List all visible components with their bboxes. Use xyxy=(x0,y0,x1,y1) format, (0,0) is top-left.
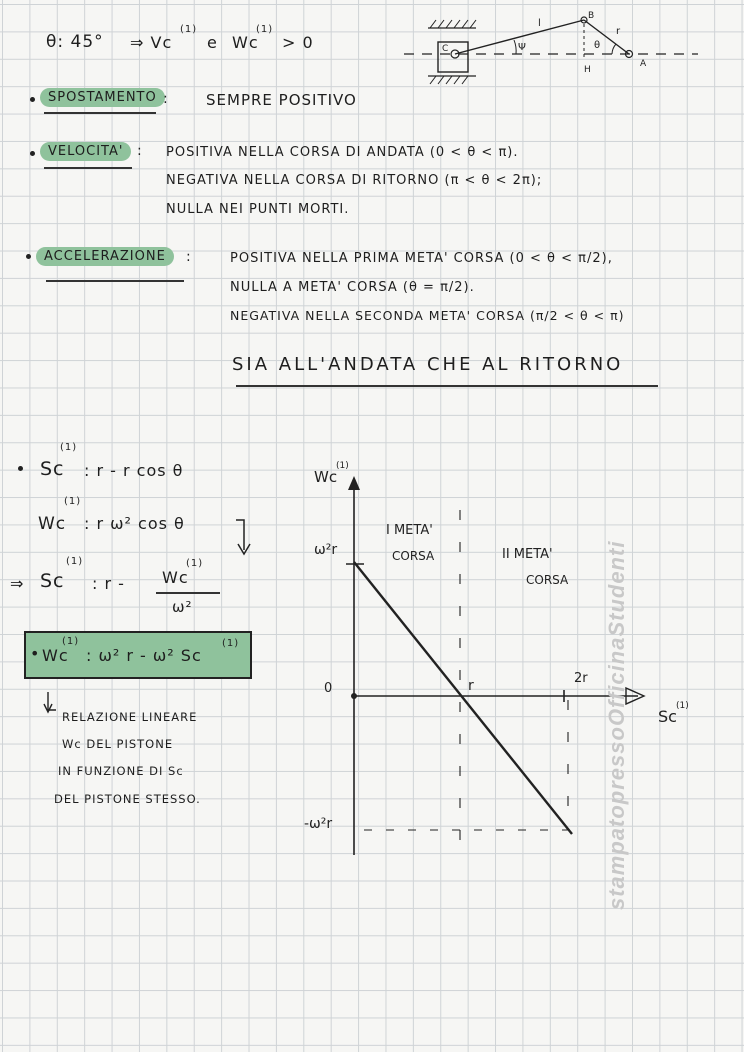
boxed-lhs-sup: (1) xyxy=(62,636,80,647)
region-1-title: I META' xyxy=(386,523,433,538)
y-axis-label: Wc xyxy=(314,468,338,486)
note-arrow-icon xyxy=(42,690,62,720)
origin-label: 0 xyxy=(324,681,333,696)
bullet xyxy=(26,254,31,259)
greater-zero: > 0 xyxy=(282,33,314,52)
accelerazione-colon: : xyxy=(186,249,192,265)
accelerazione-summary: SIA ALL'ANDATA CHE AL RITORNO xyxy=(232,354,624,375)
crank-mechanism-diagram xyxy=(398,6,708,86)
label-r: r xyxy=(616,26,621,37)
wc-superscript: (1) xyxy=(256,24,274,35)
accelerazione-label: ACCELERAZIONE xyxy=(36,247,174,266)
boxed-bullet: • xyxy=(30,644,41,663)
y-top-tick-label: ω²r xyxy=(314,542,338,558)
eq1-sup: (1) xyxy=(60,442,78,453)
eq2-rhs: : r ω² cos θ xyxy=(84,514,185,533)
eq3-sup: (1) xyxy=(66,556,84,567)
velocita-underline xyxy=(44,167,132,169)
velocita-line-3: NULLA NEI PUNTI MORTI. xyxy=(166,202,350,217)
x-end-tick-label: 2r xyxy=(574,671,588,686)
eq1-rhs: : r - r cos θ xyxy=(84,461,184,480)
eq3-prefix: ⇒ xyxy=(10,574,25,593)
accelerazione-line-3: NEGATIVA NELLA SECONDA META' CORSA (π/2 < θ < π) xyxy=(230,308,625,323)
boxed-lhs: Wc xyxy=(42,646,69,665)
accelerazione-line-2: NULLA A META' CORSA (θ = π/2). xyxy=(230,280,475,295)
y-axis-sup: (1) xyxy=(336,461,349,471)
label-h: H xyxy=(584,65,591,75)
velocita-label: VELOCITA' xyxy=(40,142,131,161)
implies-vc: ⇒ Vc xyxy=(130,33,173,52)
note-line-1: RELAZIONE LINEARE xyxy=(62,710,198,724)
bullet xyxy=(30,97,35,102)
summary-underline xyxy=(236,385,658,387)
velocita-colon: : xyxy=(137,143,143,159)
wc-text: Wc xyxy=(232,33,259,52)
and-text: e xyxy=(207,33,218,52)
note-line-3: IN FUNZIONE DI Sc xyxy=(58,764,184,778)
label-a: A xyxy=(640,59,647,69)
velocita-line-2: NEGATIVA NELLA CORSA DI RITORNO (π < θ < 2π); xyxy=(166,173,543,188)
watermark: stampatopressoOfficinaStudenti xyxy=(604,540,629,910)
eq1-lhs: Sc xyxy=(40,458,65,480)
region-2-title: II META' xyxy=(502,547,553,562)
eq3-numerator-sup: (1) xyxy=(186,558,204,569)
vc-superscript: (1) xyxy=(180,24,198,35)
eq3-rhs: : r - xyxy=(92,574,125,593)
accelerazione-underline xyxy=(46,280,184,282)
bullet xyxy=(18,466,23,471)
eq2-lhs: Wc xyxy=(38,514,67,534)
eq3-lhs: Sc xyxy=(40,570,65,592)
spostamento-text: SEMPRE POSITIVO xyxy=(206,91,357,109)
eq3-denominator: ω² xyxy=(172,598,193,616)
down-arrow-icon xyxy=(232,518,252,558)
eq2-sup: (1) xyxy=(64,496,82,507)
boxed-rhs-sup: (1) xyxy=(222,638,240,649)
note-line-4: DEL PISTONE STESSO. xyxy=(54,792,201,806)
fraction-bar xyxy=(156,592,220,594)
bullet xyxy=(30,151,35,156)
accelerazione-line-1: POSITIVA NELLA PRIMA META' CORSA (0 < θ < π/2), xyxy=(230,251,613,266)
x-axis-sup: (1) xyxy=(676,701,689,711)
wc-sc-linear-line xyxy=(354,562,572,834)
region-1-subtitle: CORSA xyxy=(392,549,435,563)
label-c: C xyxy=(442,44,449,54)
x-mid-tick-label: r xyxy=(468,678,474,694)
theta-value: θ: 45° xyxy=(46,32,104,52)
spostamento-colon: : xyxy=(163,91,169,107)
boxed-rhs: : ω² r - ω² Sc xyxy=(86,646,202,665)
spostamento-underline xyxy=(44,112,156,114)
y-axis-arrowhead xyxy=(348,476,360,490)
origin-dot xyxy=(351,693,357,699)
label-l: l xyxy=(538,18,541,29)
label-b: B xyxy=(588,11,595,21)
velocita-line-1: POSITIVA NELLA CORSA DI ANDATA (0 < θ < π). xyxy=(166,145,519,160)
label-theta: θ xyxy=(594,40,601,51)
eq3-numerator: Wc xyxy=(162,568,189,587)
note-line-2: Wc DEL PISTONE xyxy=(62,737,174,751)
x-axis-label: Sc xyxy=(658,707,677,726)
label-psi: Ψ xyxy=(518,42,526,53)
spostamento-label: SPOSTAMENTO xyxy=(40,88,165,107)
region-2-subtitle: CORSA xyxy=(526,573,569,587)
y-bottom-tick-label: -ω²r xyxy=(304,816,333,832)
